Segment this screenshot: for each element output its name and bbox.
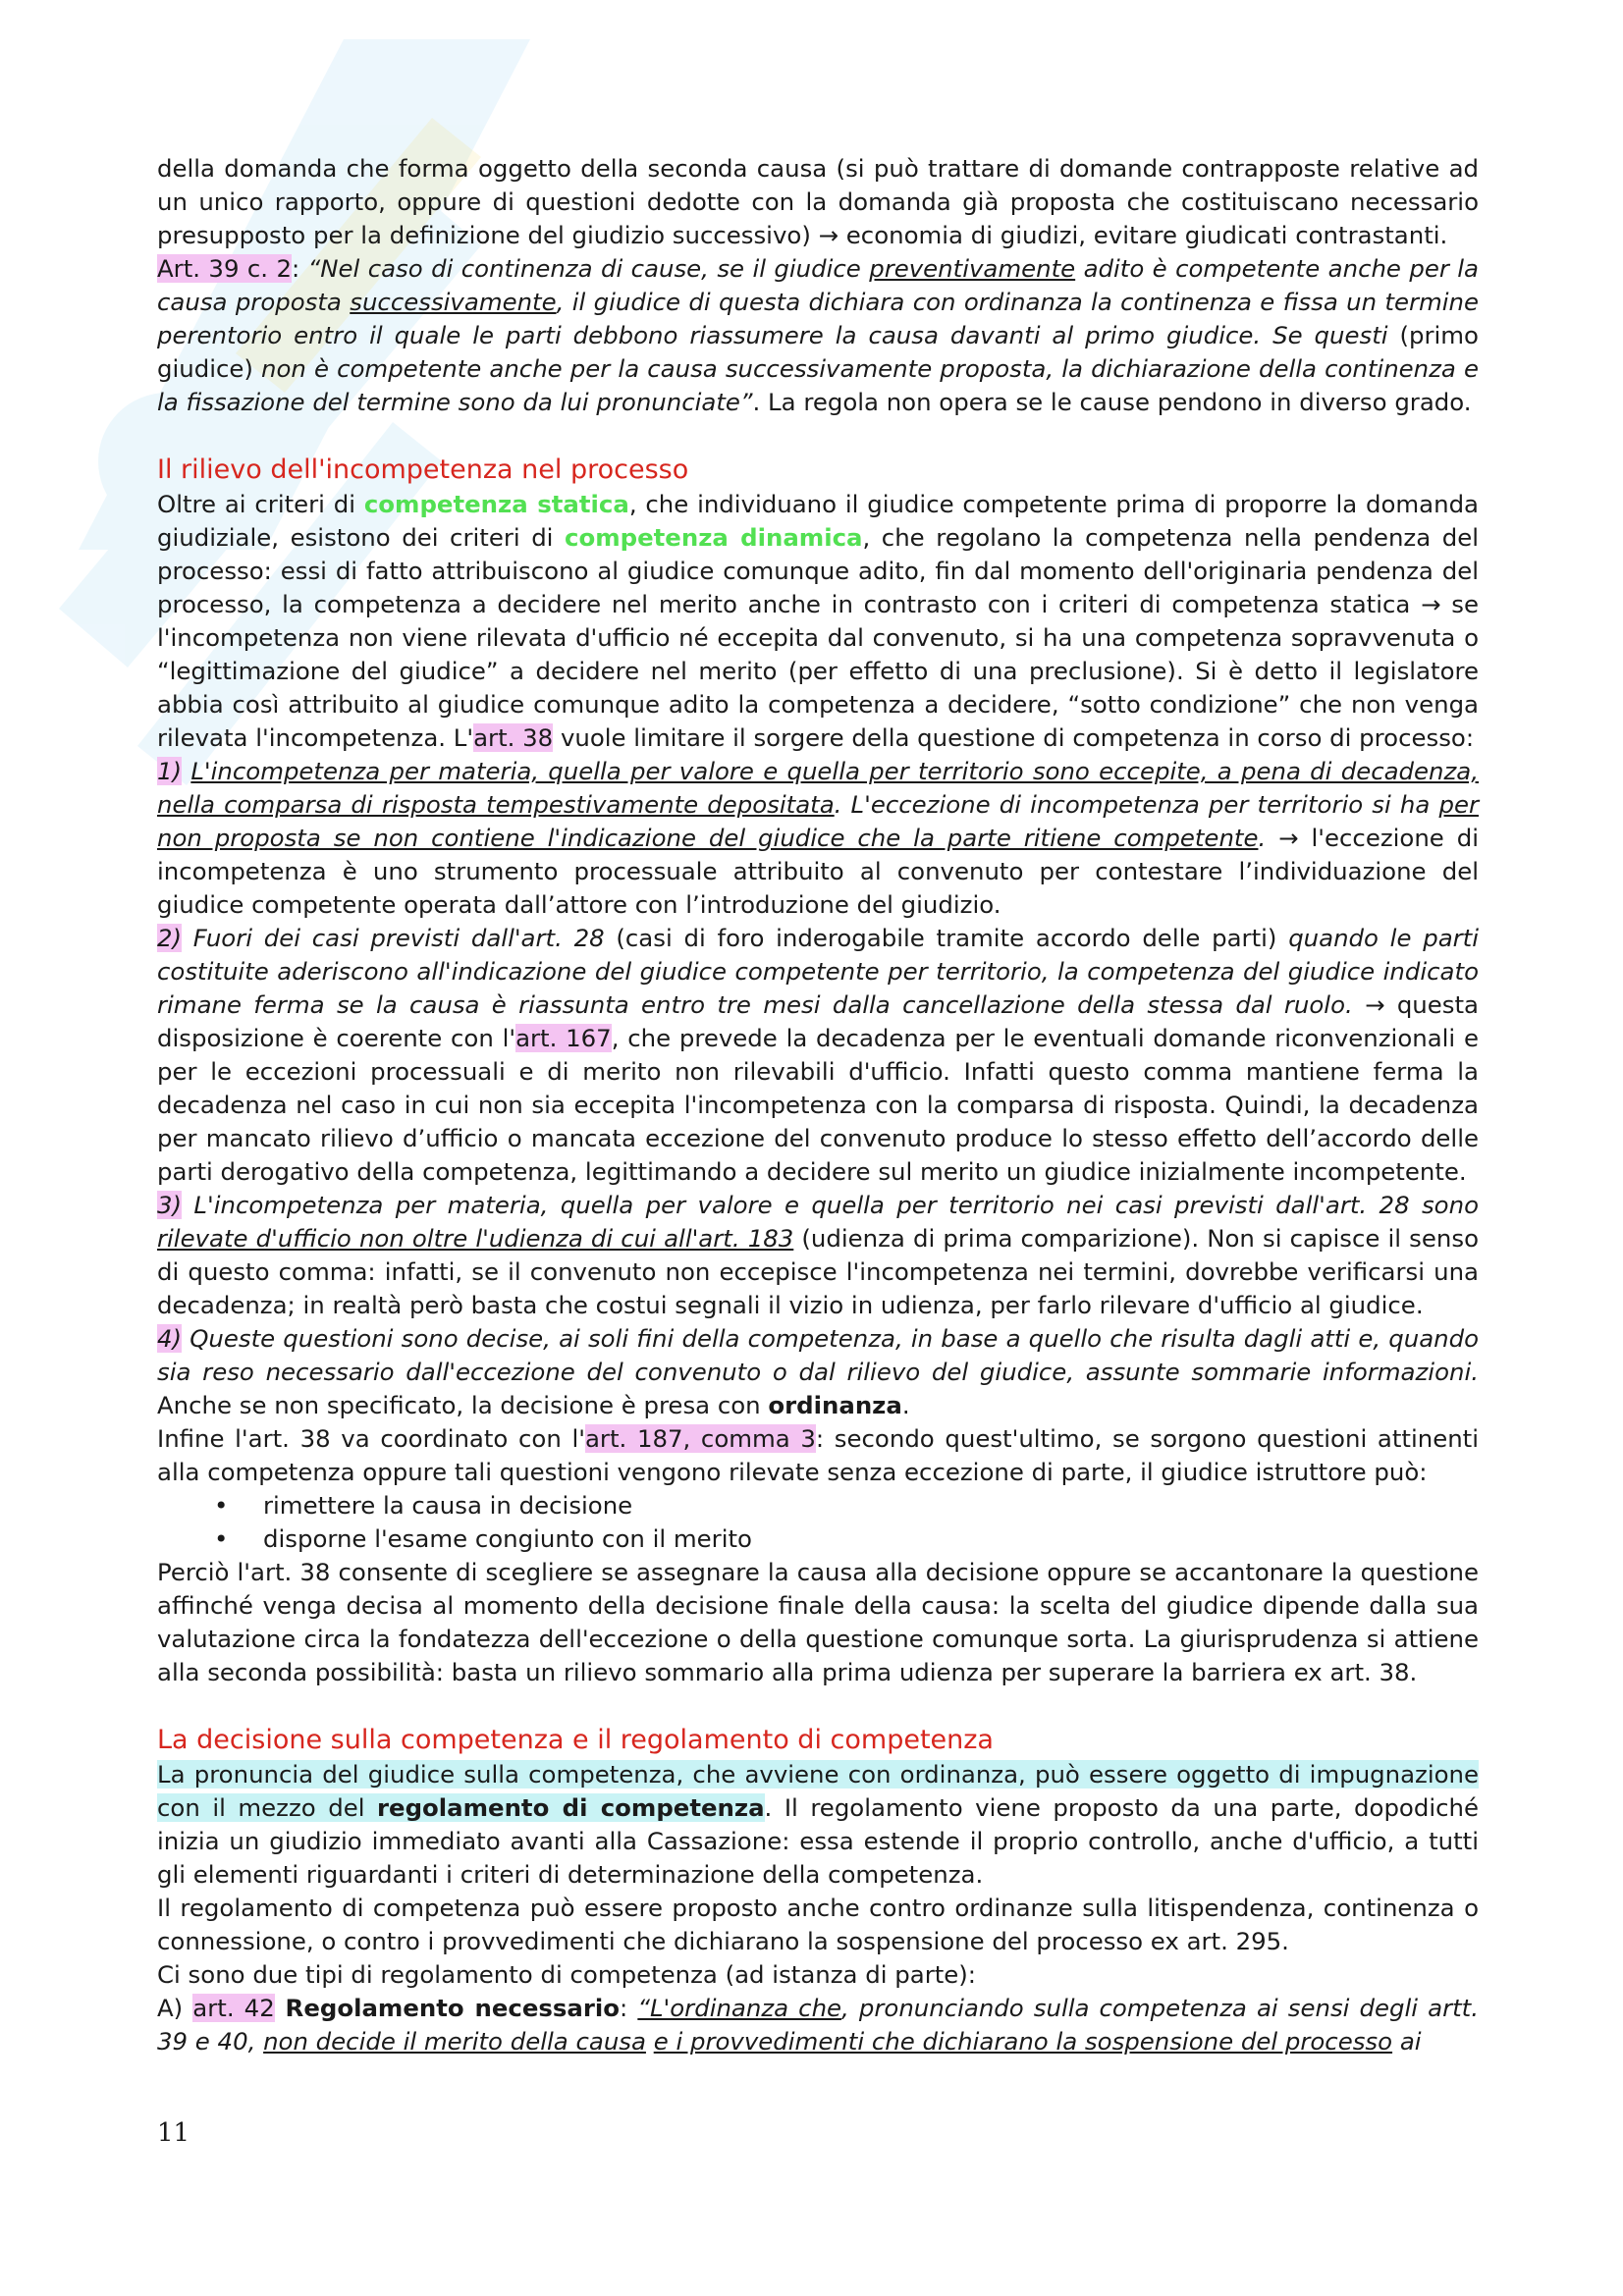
article-ref: Art. 39 c. 2 <box>157 254 292 283</box>
paragraph-art-39: Art. 39 c. 2: “Nel caso di continenza di cause, se il giudice preventivamente adito è competente anche per la causa proposta successivamente, il giudice di questa dichiara con ordinanza la continenza e fissa un termine perentorio entro il quale le parti debbono riassumere la causa davanti al primo giudice. Se questi (primo giudice) non è competente anche per la causa successivamente proposta, la dichiarazione della continenza e la fissazione del termine sono da lui pronunciate”. La regola non opera se le cause pendono in diverso grado. <box>157 254 1480 416</box>
item-number: 3) <box>157 1191 183 1219</box>
list-item: • rimettere la causa in decisione <box>157 1489 1479 1522</box>
article-ref: art. 38 <box>473 723 554 752</box>
term-competenza-dinamica: competenza dinamica <box>565 523 863 552</box>
section-heading: Il rilievo dell'incompetenza nel processo <box>157 454 689 485</box>
section-heading: La decisione sulla competenza e il regolamento di competenza <box>157 1725 994 1755</box>
numbered-item-2: 2) Fuori dei casi previsti dall'art. 28 (casi di foro inderogabile tramite accordo delle parti) quando le parti costituite aderiscono all'indicazione del giudice competente per territorio, la competenza del giudice indicato rimane ferma se la causa è riassunta entro tre mesi dalla cancellazione della stessa dal ruolo. → questa disposizione è coerente con l'art. 167, che prevede la decadenza per le eventuali domande riconvenzionali e per le eccezioni processuali e di merito non rilevabili d'ufficio. Infatti questo comma mantiene ferma la decadenza nel caso in cui non sia eccepita l'incompetenza con la comparsa di risposta. Quindi, la decadenza per mancato rilievo d’ufficio o mancata eccezione del convenuto produce lo stesso effetto dell’accordo delle parti derogativo della competenza, legittimando a decidere sul merito un giudice inizialmente incompetente. <box>157 924 1480 1186</box>
article-ref: art. 42 <box>192 1994 275 2022</box>
numbered-item-3: 3) L'incompetenza per materia, quella per valore e quella per territorio nei casi previsti dall'art. 28 sono rilevate d'ufficio non oltre l'udienza di cui all'art. 183 (udienza di prima comparizione). Non si capisce il senso di questo comma: infatti, se il convenuto non eccepisce l'incompetenza nei termini, dovrebbe verificarsi una decadenza; in realtà però basta che costui segnali il vizio in udienza, per farlo rilevare d'ufficio al giudice. <box>157 1191 1479 1319</box>
bullet-icon: • <box>214 1524 229 1553</box>
document-body <box>157 152 1479 2058</box>
article-ref: art. 167 <box>515 1024 612 1052</box>
page-number: 11 <box>157 2118 190 2148</box>
numbered-item-4: 4) Queste questioni sono decise, ai soli fini della competenza, in base a quello che risulta dagli atti e, quando sia reso necessario dall'eccezione del convenuto o dal rilievo del giudice, assunte sommarie informazioni. Anche se non specificato, la decisione è presa con ordinanza. <box>157 1324 1479 1419</box>
paragraph: Il regolamento di competenza può essere proposto anche contro ordinanze sulla litispendenza, continenza o connessione, o contro i provvedimenti che dichiarano la sospensione del processo ex art. 295. <box>157 1894 1479 1955</box>
list-item: • disporne l'esame congiunto con il merito <box>157 1522 1479 1556</box>
paragraph: della domanda che forma oggetto della seconda causa (si può trattare di domande contrapposte relative ad un unico rapporto, oppure di questioni dedotte con la domanda già proposta che costituiscano necessario presupposto per la definizione del giudizio successivo) → economia di giudizi, evitare giudicati contrastanti. <box>157 154 1479 249</box>
item-number: 2) <box>157 924 183 952</box>
term-competenza-statica: competenza statica <box>363 490 629 518</box>
paragraph-regolamento: La pronuncia del giudice sulla competenza, che avviene con ordinanza, può essere oggetto di impugnazione con il mezzo del regolamento di competenza. Il regolamento viene proposto da una parte, dopodiché inizia un giudizio immediato avanti alla Cassazione: essa estende il proprio controllo, anche d'ufficio, a tutti gli elementi riguardanti i criteri di determinazione della competenza. <box>157 1760 1479 1889</box>
paragraph-competenza: Oltre ai criteri di competenza statica, che individuano il giudice competente prima di proporre la domanda giudiziale, esistono dei criteri di competenza dinamica, che regolano la competenza nella pendenza del processo: essi di fatto attribuiscono al giudice comunque adito, fin dal momento dell'originaria pendenza del processo, la competenza a decidere nel merito anche in contrasto con i criteri di competenza statica → se l'incompetenza non viene rilevata d'ufficio né eccepita dal convenuto, si ha una competenza sopravvenuta o “legittimazione del giudice” a decidere nel merito (per effetto di una preclusione). Si è detto il legislatore abbia così attribuito al giudice comunque adito la competenza a decidere, “sotto condizione” che non venga rilevata l'incompetenza. L'art. 38 vuole limitare il sorgere della questione di competenza in corso di processo: <box>157 490 1480 752</box>
bullet-list <box>157 1489 1479 1556</box>
bullet-icon: • <box>214 1491 229 1520</box>
item-number: 4) <box>157 1324 183 1353</box>
article-ref: art. 187, comma 3 <box>584 1424 816 1453</box>
paragraph: Perciò l'art. 38 consente di scegliere se assegnare la causa alla decisione oppure se accantonare la questione affinché venga decisa al momento della decisione finale della causa: la scelta del giudice dipende dalla sua valutazione circa la fondatezza dell'eccezione o della questione comunque sorta. La giurisprudenza si attiene alla seconda possibilità: basta un rilievo sommario alla prima udienza per superare la barriera ex art. 38. <box>157 1558 1479 1686</box>
item-number: 1) <box>157 757 183 785</box>
paragraph-art-187: Infine l'art. 38 va coordinato con l'art. 187, comma 3: secondo quest'ultimo, se sorgono questioni attinenti alla competenza oppure tali questioni vengono rilevate senza eccezione di parte, il giudice istruttore può: <box>157 1424 1479 1486</box>
numbered-item-1: 1) L'incompetenza per materia, quella per valore e quella per territorio sono eccepite, a pena di decadenza, nella comparsa di risposta tempestivamente depositata. L'eccezione di incompetenza per territorio si ha per non proposta se non contiene l'indicazione del giudice che la parte ritiene competente. → l'eccezione di incompetenza è uno strumento processuale attribuito al convenuto per contestare l’individuazione del giudice competente operata dall’attore con l’introduzione del giudizio. <box>157 757 1479 919</box>
paragraph: Ci sono due tipi di regolamento di competenza (ad istanza di parte): <box>157 1960 977 1989</box>
paragraph-art-42: A) art. 42 Regolamento necessario: “L'ordinanza che, pronunciando sulla competenza ai sensi degli artt. 39 e 40, non decide il merito della causa e i provvedimenti che dichiarano la sospensione del processo ai <box>157 1994 1479 2056</box>
